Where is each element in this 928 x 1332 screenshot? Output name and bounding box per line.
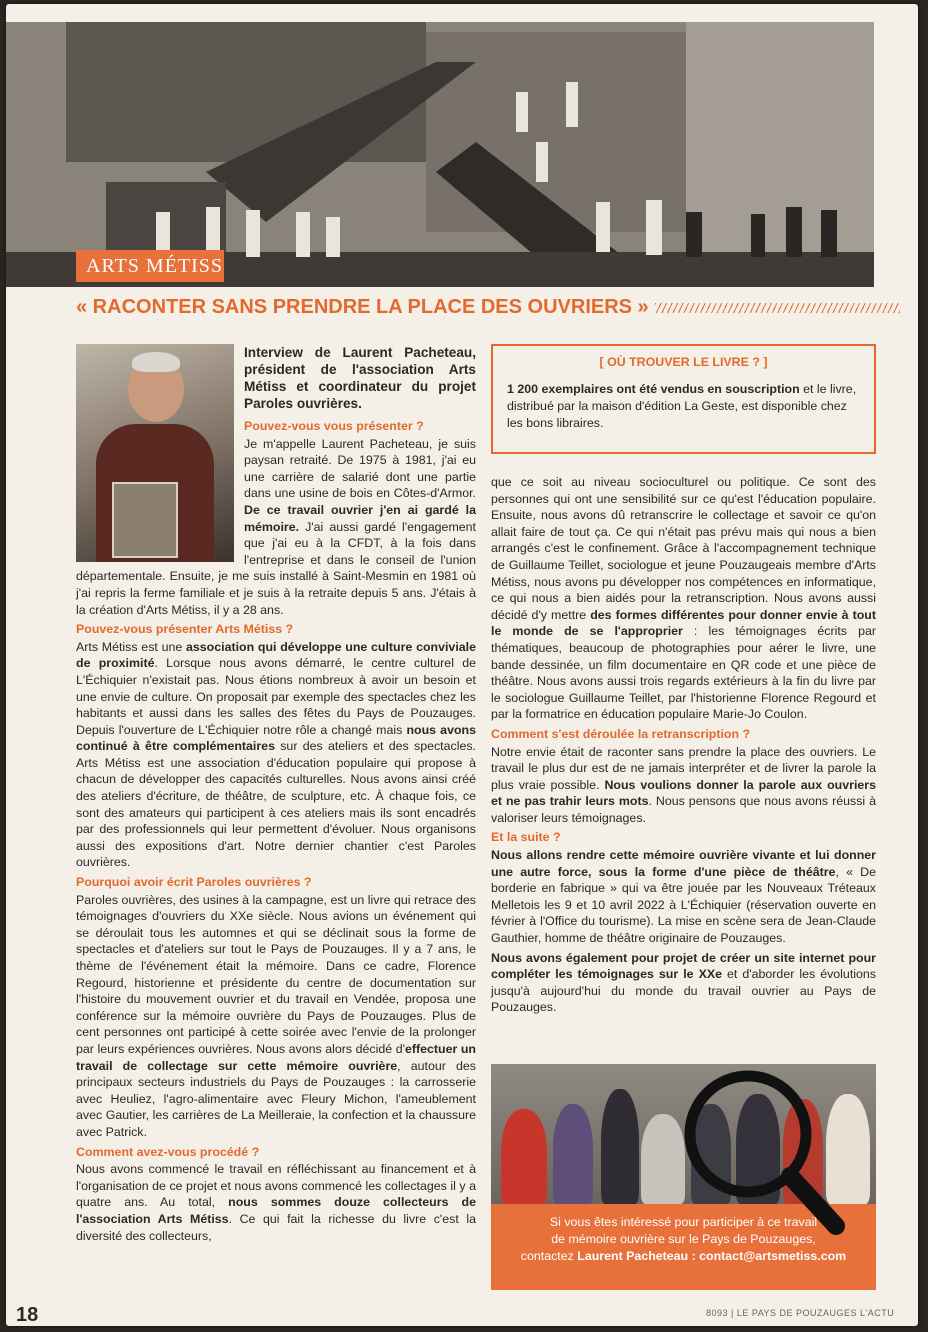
answer-4: Nous avons commencé le travail en réfléchissant au financement et à l'organisation de ce projet et nous avons commencé les collectages il y a quatre ans. Au total, nous sommes douze collecteurs de l'association Arts Métiss. Ce qui fait la richesse du livre c'est la diversité des collecteurs,: [76, 1162, 476, 1243]
contact-line-1: Si vous êtes intéressé pour participer à ce travail: [549, 1215, 818, 1229]
question-4: Comment avez-vous procédé ?: [76, 1144, 260, 1159]
magnifier-icon[interactable]: [678, 1064, 848, 1244]
answer-2: Arts Métiss est une association qui développe une culture conviviale de proximité. Lorsque nous avons démarré, le centre culturel de L'Échiquier n'existait pas. Nous étions nombreux à avoir un besoin et une envie de culture. On proposait par exemple des spectacles chez les habitants et aussi dans les salles des fêtes du Pays de Pouzauges. Depuis l'ouverture de L'Échiquier notre rôle a changé mais nous avons continué à être complémentaires sur des ateliers et des spectacles. Arts Métiss est une association d'éducation populaire qui propose à chacun de développer des capacités culturelles. Nous avons ainsi créé des ateliers d'écriture, de théâtre, de sculpture, etc. À chaque fois, ce sont des amateurs qui participent à ces ateliers mais ils sont encadrés par des professionnels qui leur permettent d'évoluer. Nous organisons aussi des expositions d'art. Notre dernier chantier c'est Paroles ouvrières.: [76, 639, 476, 870]
article-headline: [76, 296, 906, 319]
answer-5: Notre envie était de raconter sans prendre la place des ouvriers. Le travail le plus dur est de ne jamais interpréter et de livrer la parole la plus vraie possible. Nous voulions donner la parole aux ouvriers et ne pas trahir leurs mots. Nous pensons que nous avons réussi à valoriser leurs témoignages.: [491, 744, 876, 825]
page-number: 18: [16, 1304, 39, 1326]
intro-text: Interview de Laurent Pacheteau, président de l'association Arts Métiss et coordinateur du projet Paroles ouvrières.: [244, 345, 476, 411]
section-tag: ARTS MÉTISS: [76, 250, 224, 282]
headline-text: « RACONTER SANS PRENDRE LA PLACE DES OUVRIERS »: [76, 296, 649, 318]
where-to-find-box: [491, 344, 876, 454]
question-6: Et la suite ?: [491, 830, 561, 845]
headline-hatch: [655, 303, 900, 313]
answer-7: Nous avons également pour projet de créer un site internet pour compléter les témoignages sur le XXe et d'aborder les évolutions jusqu'à aujourd'hui du monde du travail ouvrier au Pays de Pouzauges.: [491, 950, 877, 1015]
portrait-photo: [76, 344, 234, 562]
contact-email[interactable]: Laurent Pacheteau : contact@artsmetiss.com: [577, 1249, 847, 1263]
magazine-page: [6, 4, 918, 1326]
answer-3: Paroles ouvrières, des usines à la campagne, est un livre qui retrace des témoignages d'ouvriers du XXe siècle. Nous avions un événement qui se déroulait tous les automnes et qui se déclinait sous la forme de spectacles et d'ateliers sur tout le Pays de Pouzauges. Il y a 7 ans, le thème de l'événement était la mémoire. Dans ce cadre, Florence Regourd, historienne et présidente du centre de documentation sur l'histoire du mouvement ouvrier et du travail en Vendée, proposa une conférence sur la mémoire ouvrière du Pays de Pouzauges. Plus de cent personnes ont participé à cette soirée avec l'envie de la prolonger par leurs expériences ouvrières. Nous avons alors décidé d'effectuer un travail de collectage sur cette mémoire ouvrière, autour des principaux secteurs industriels du Pays de Pouzauges : la carrosserie avec Heuliez, l'agro-alimentaire avec Fleury Michon, l'ameublement avec Gautier, les carrières de La Meilleraie, la confection et la chaussure avec Patrick.: [76, 892, 476, 1139]
box-title: [ OÙ TROUVER LE LIVRE ? ]: [599, 355, 768, 369]
contact-line-2: de mémoire ouvrière sur le Pays de Pouzauges,: [551, 1232, 816, 1246]
box-text: 1 200 exemplaires ont été vendus en souscription et le livre, distribué par la maison d'édition La Geste, est disponible chez les bons libraires.: [507, 382, 857, 430]
footer-text: 8093 | LE PAYS DE POUZAUGES L'ACTU: [706, 1308, 895, 1318]
question-3: Pourquoi avoir écrit Paroles ouvrières ?: [76, 875, 312, 890]
continued-text: que ce soit au niveau socioculturel ou politique. Ce sont des personnes qui ont une sensibilité sur ce qu'est l'éducation populaire. Ensuite, nous avons dû retranscrire le collectage et savoir ce qu'on allait faire de tout ça. Ce qui n'était pas prévu mais qui nous a bien arrangés c'est le confinement. Grâce à l'accompagnement technique de Guillaume Teillet, sociologue et jeune Pouzaugeais membre d'Arts Métiss, nous avons pu développer nos compétences en informatique, ce qui nous a bien aidés pour la retranscription. Nous avons aussi décidé d'y mettre des formes différentes pour donner envie à tout le monde de se l'approprier : les témoignages écrits par thématiques, beaucoup de photographies pour aérer le livre, une bande dessinée, un film documentaire en QR code et une pièce de théâtre. Nous avons aussi trois regards extérieurs à la fin du livre par le sociologue Guillaume Teillet, par l'historienne Florence Regourd et par la formatrice en éducation populaire Marie-Jo Coulon.: [491, 475, 876, 722]
contact-line-3: contactez Laurent Pacheteau : contact@artsmetiss.com: [520, 1249, 847, 1263]
question-1: Pouvez-vous vous présenter ?: [244, 419, 424, 433]
answer-1: Je m'appelle Laurent Pacheteau, je suis paysan retraité. De 1975 à 1981, j'ai eu une carrière de salarié dont une partie dans une usine de bois en Côtes-d'Armor. De ce travail ouvrier j'en ai gardé la mémoire. J'ai aussi gardé l'engagement que j'ai eu à la CFDT, à la fois dans l'entreprise et dans le conseil de l'union départementale. Ensuite, je me suis installé à Saint-Mesmin en 1981 où j'ai repris la ferme familiale et je suis à la retraite depuis 5 ans. J'étais à la création d'Arts Métiss, il y a 28 ans.: [76, 436, 476, 617]
left-column: [76, 344, 476, 1247]
question-2: Pouvez-vous présenter Arts Métiss ?: [76, 622, 294, 637]
right-column: [491, 474, 876, 1019]
question-5: Comment s'est déroulée la retranscription ?: [491, 726, 751, 741]
header-photo: [6, 22, 874, 287]
factory-staircase-illustration: [6, 22, 874, 287]
book-in-photo: [112, 482, 178, 558]
answer-6: Nous allons rendre cette mémoire ouvrière vivante et lui donner une autre force, sous la forme d'une pièce de théâtre, « De borderie en fabrique » qui va être jouée par les Nouveaux Tréteaux Melletois les 9 et 10 avril 2022 à L'Échiquier (réservation ouverte en février à l'Office du tourisme). La mise en scène sera de Jean-Claude Gauthier, homme de théâtre originaire de Pouzauges.: [491, 848, 877, 946]
